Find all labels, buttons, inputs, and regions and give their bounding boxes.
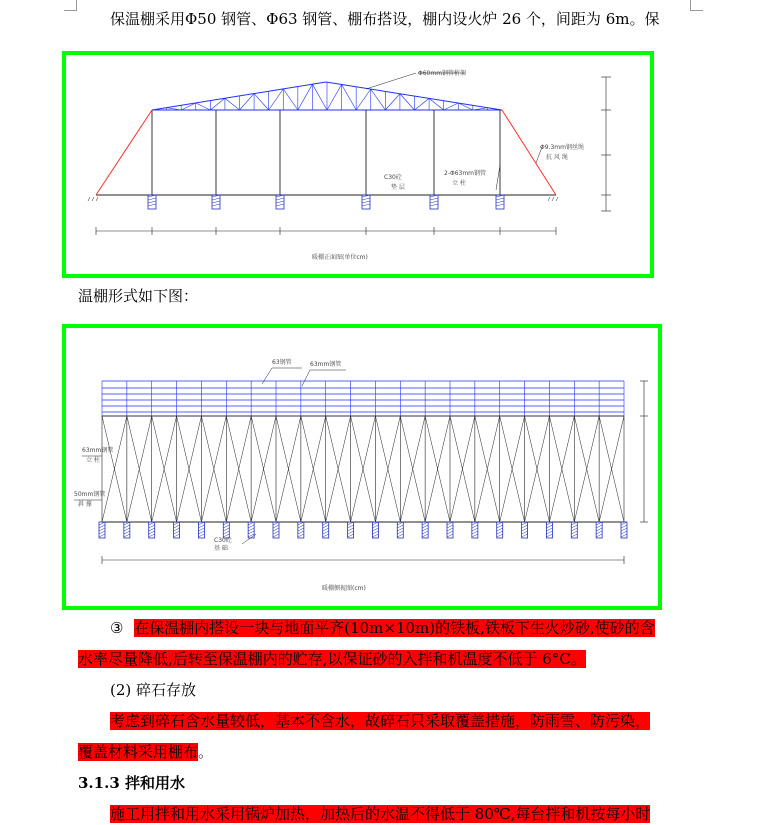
side-footing-hatch [273,531,279,534]
section-heading-gravel-text: (2) 碎石存放 [110,681,197,699]
leader-top-b [302,370,310,386]
side-footing-hatch [198,528,204,531]
side-footing-hatch [621,525,627,528]
side-footing-hatch [546,522,552,525]
side-footing-hatch [447,528,453,531]
truss-web-diagonal [283,89,298,110]
side-footing-hatch [372,522,378,525]
side-footing-hatch [323,522,329,525]
para3-line1 [110,803,650,825]
side-footing-hatch [447,534,453,537]
side-footing-hatch [397,522,403,525]
side-footing-hatch [174,522,180,525]
side-footing-hatch [621,534,627,537]
side-footing-hatch [149,522,155,525]
truss-web-diagonal [356,89,371,110]
side-footing-hatch [522,525,528,528]
figure-intro-line [78,285,198,307]
label-top-b: 63mm钢管 [310,361,342,368]
side-footing-hatch [124,525,130,528]
footing-hatch [276,198,284,200]
side-footing-hatch [497,522,503,525]
side-footing-hatch [372,534,378,537]
side-footing-hatch [372,525,378,528]
side-footing-hatch [298,525,304,528]
side-footing-hatch [372,531,378,534]
truss-web-diagonal [225,98,240,110]
side-footing-hatch [149,534,155,537]
side-footing-hatch [223,531,229,534]
side-footing-hatch [422,525,428,528]
side-footing-hatch [397,531,403,534]
truss-web-diagonal [385,94,400,110]
footing-hatch [430,198,438,200]
side-footing-hatch [298,522,304,525]
footing-hatch [212,201,220,203]
side-footing-hatch [522,531,528,534]
side-footing-hatch [348,534,354,537]
side-footing-hatch [497,531,503,534]
figure1-caption: 暖棚正面图(单位cm) [312,254,368,261]
footing-hatch [212,198,220,200]
side-footing-hatch [621,531,627,534]
footing-hatch [148,204,156,206]
label-top-a: 63钢管 [272,359,292,366]
section-heading-water-text: 3.1.3 拌和用水 [78,774,185,792]
label-bottom: C30砼 [214,537,232,544]
footing-hatch [496,198,504,200]
side-footing-hatch [198,534,204,537]
side-footing-hatch [422,528,428,531]
side-footing-hatch [571,525,577,528]
label-left-a: 63mm钢管 [82,447,114,454]
side-footing-hatch [546,534,552,537]
footing-hatch [430,204,438,206]
side-footing-hatch [348,528,354,531]
top-paragraph-text: 保温棚采用Φ50 钢管、Φ63 钢管、棚布搭设，棚内设火炉 26 个，间距为 6m。保 [110,10,660,28]
footing-hatch [148,198,156,200]
side-footing-hatch [149,525,155,528]
para3-text1: 施工用拌和用水采用锅炉加热，加热后的水温不得低于 80℃,每台拌和机按每小时 [110,805,651,823]
side-footing-hatch [323,525,329,528]
side-footing-hatch [298,534,304,537]
side-footing-hatch [174,534,180,537]
label-pipe: 2-Φ63mm钢管 [444,170,487,177]
section-heading-gravel [110,679,196,701]
label-c30: C30砼 [384,174,402,181]
side-view-drawing [66,328,658,606]
side-footing-hatch [621,522,627,525]
side-footing-hatch [546,531,552,534]
side-footing-hatch [497,534,503,537]
side-footing-hatch [99,522,105,525]
side-footing-hatch [124,534,130,537]
ground-hatch [96,197,98,201]
footing-hatch [496,204,504,206]
side-footing-hatch [174,528,180,531]
label-brace: Φ9.3mm钢丝绳 [540,144,584,151]
label-c30-sub: 垫 层 [391,184,405,191]
side-footing-hatch [372,528,378,531]
para1-text2: 水率尽量降低,后转至保温棚内的贮存,以保证砂的入拌和机温度不低于 6°C。 [78,650,586,668]
side-footing-hatch [99,531,105,534]
para2-text1: 考虑到碎石含水量较低，基本不含水，故碎石只采取覆盖措施，防雨雪、防污染， [110,712,651,730]
label-truss: Φ60mm钢管桁架 [418,70,467,77]
footing-hatch [276,204,284,206]
label-left-a-sub: 立 柱 [86,457,100,464]
side-footing-hatch [198,525,204,528]
side-footing-hatch [596,522,602,525]
para1-line1 [110,617,655,639]
label-pipe-sub: 立 柱 [452,180,466,187]
side-footing-hatch [273,528,279,531]
side-footing-hatch [397,528,403,531]
para2-text2: 覆盖材料采用棚布 [78,743,199,761]
truss-web-diagonal [415,98,430,110]
side-footing-hatch [348,531,354,534]
label-left-b-sub: 斜 撑 [78,501,92,508]
ground-hatch [548,197,550,201]
side-footing-hatch [472,522,478,525]
side-footing-hatch [422,522,428,525]
side-footing-hatch [497,528,503,531]
side-footing-hatch [596,531,602,534]
side-footing-hatch [447,525,453,528]
truss-top-chord-right [326,82,502,110]
leader-top-a [262,368,272,384]
para2-text2-end: 。 [198,743,214,761]
side-footing-hatch [472,531,478,534]
guy-rope-left [96,110,152,195]
label-left-b: 50mm钢管 [74,491,106,498]
truss-web-diagonal [269,89,284,110]
side-footing-hatch [223,525,229,528]
side-footing-hatch [298,528,304,531]
footing-hatch [362,201,370,203]
leader-bottom [242,534,256,544]
label-brace-sub: 抗 风 绳 [546,154,568,161]
side-footing-hatch [397,534,403,537]
side-footing-hatch [273,534,279,537]
guy-rope-right [502,110,556,195]
ground-hatch [556,197,558,201]
footing-hatch [430,201,438,203]
side-footing-hatch [447,522,453,525]
side-footing-hatch [546,525,552,528]
side-footing-hatch [248,525,254,528]
truss-web-diagonal [327,84,342,110]
side-footing-hatch [397,525,403,528]
side-footing-hatch [149,531,155,534]
ground-hatch [88,197,90,201]
ground-hatch [552,197,554,201]
side-footing-hatch [472,525,478,528]
side-footing-hatch [248,528,254,531]
para1-line2 [78,648,586,670]
side-footing-hatch [348,525,354,528]
side-footing-hatch [596,534,602,537]
side-footing-hatch [522,522,528,525]
side-footing-hatch [323,534,329,537]
side-footing-hatch [124,528,130,531]
side-footing-hatch [447,531,453,534]
side-footing-hatch [174,525,180,528]
side-footing-hatch [621,528,627,531]
label-bottom-sub: 基 础 [214,545,228,552]
footing-hatch [362,198,370,200]
side-footing-hatch [546,528,552,531]
side-footing-hatch [571,522,577,525]
side-footing-hatch [149,528,155,531]
leader-brace [536,147,542,163]
side-footing-hatch [223,522,229,525]
ground-hatch [92,197,94,201]
side-footing-hatch [522,534,528,537]
side-footing-hatch [472,534,478,537]
para2-line1 [110,710,650,732]
truss-web-diagonal [254,94,269,110]
header-corner-mark [64,0,77,11]
section-heading-water [78,772,185,794]
side-footing-hatch [422,534,428,537]
side-footing-hatch [571,531,577,534]
footing-hatch [362,204,370,206]
side-footing-hatch [472,528,478,531]
side-footing-hatch [223,534,229,537]
side-footing-hatch [248,531,254,534]
side-footing-hatch [497,525,503,528]
footing-hatch [148,201,156,203]
side-footing-hatch [596,525,602,528]
side-footing-hatch [348,522,354,525]
top-paragraph-line [110,8,659,30]
front-view-drawing [66,55,650,274]
side-footing-hatch [298,531,304,534]
side-footing-hatch [99,528,105,531]
truss-web-diagonal [444,103,459,110]
figure-side-view [62,324,662,610]
side-footing-hatch [223,528,229,531]
side-footing-hatch [124,531,130,534]
header-corner-mark-right [690,0,703,11]
figure-intro-text: 温棚形式如下图： [78,287,199,305]
footing-hatch [276,201,284,203]
leader-truss [366,73,416,89]
side-footing-hatch [99,534,105,537]
side-footing-hatch [248,534,254,537]
side-footing-hatch [198,531,204,534]
para1-text1: 在保温棚内搭设一块与地面平齐(10m×10m)的铁板,铁板下生火炒砂,使砂的含 [134,619,655,637]
side-footing-hatch [323,528,329,531]
truss-web-diagonal [342,84,357,110]
para1-marker: ③ [110,619,124,637]
side-footing-hatch [99,525,105,528]
side-footing-hatch [571,534,577,537]
figure2-caption: 暖棚侧视图(cm) [322,585,366,592]
truss-web-diagonal [196,103,211,110]
side-footing-hatch [422,531,428,534]
side-footing-hatch [248,522,254,525]
truss-web-diagonal [298,84,313,110]
side-footing-hatch [323,531,329,534]
side-footing-hatch [198,522,204,525]
footing-hatch [212,204,220,206]
leader-pipe [496,165,500,190]
side-footing-hatch [174,531,180,534]
truss-web-diagonal [371,89,386,110]
footing-hatch [496,201,504,203]
para2-line2 [78,741,213,763]
figure-front-view [62,51,654,278]
truss-web-diagonal [312,84,327,110]
side-footing-hatch [124,522,130,525]
side-footing-hatch [273,522,279,525]
side-footing-hatch [522,528,528,531]
side-footing-hatch [571,528,577,531]
side-footing-hatch [596,528,602,531]
side-footing-hatch [273,525,279,528]
